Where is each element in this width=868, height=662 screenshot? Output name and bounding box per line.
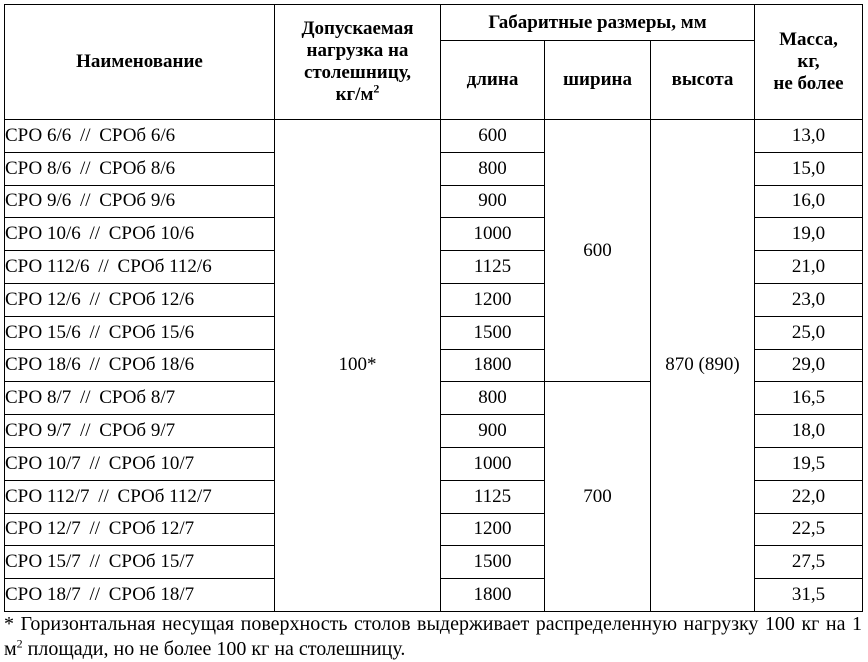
product-code-alt: СРОб 12/7	[108, 518, 195, 540]
product-name-cell	[5, 415, 275, 448]
product-code-alt: СРОб 8/7	[99, 387, 176, 409]
mass-cell: 27,5	[755, 546, 863, 579]
product-name-cell	[5, 283, 275, 316]
separator: //	[79, 124, 91, 146]
mass-cell: 19,0	[755, 218, 863, 251]
separator: //	[79, 157, 91, 179]
mass-cell: 23,0	[755, 283, 863, 316]
header-height: высота	[651, 41, 755, 120]
product-code-alt: СРОб 10/7	[108, 452, 195, 474]
product-name-cell	[5, 579, 275, 612]
product-name-cell	[5, 251, 275, 284]
footnote: * Горизонтальная несущая поверхность столов выдерживает распределенную нагрузку 100 кг на 1 $м^2$ площади, но не более 100 кг на столешницу.	[4, 613, 862, 660]
product-code: СРО 9/6	[5, 190, 72, 212]
product-code: СРО 112/7	[5, 485, 90, 507]
product-code-alt: СРОб 8/6	[99, 157, 176, 179]
separator: //	[79, 387, 91, 409]
product-code-alt: СРОб 112/7	[117, 485, 212, 507]
mass-cell: 22,5	[755, 513, 863, 546]
length-cell: 800	[441, 382, 545, 415]
product-name-cell	[5, 152, 275, 185]
mass-cell: 31,5	[755, 579, 863, 612]
product-code-alt: СРОб 15/6	[108, 321, 195, 343]
product-code-alt: СРОб 15/7	[108, 551, 195, 573]
length-cell: 1000	[441, 218, 545, 251]
mass-cell: 13,0	[755, 120, 863, 153]
product-name-cell	[5, 546, 275, 579]
product-name-cell	[5, 480, 275, 513]
product-code: СРО 18/7	[5, 584, 81, 606]
separator: //	[89, 551, 101, 573]
product-code: СРО 18/6	[5, 354, 81, 376]
product-name-cell	[5, 382, 275, 415]
length-cell: 600	[441, 120, 545, 153]
product-code: СРО 15/7	[5, 551, 81, 573]
mass-cell: 22,0	[755, 480, 863, 513]
mass-cell: 25,0	[755, 316, 863, 349]
width-cell: 600	[545, 120, 651, 382]
header-length: длина	[441, 41, 545, 120]
product-code-alt: СРОб 18/7	[108, 584, 195, 606]
header-load: Допускаемая нагрузка на столешницу, $кг/м^2$	[275, 5, 441, 120]
separator: //	[89, 518, 101, 540]
header-mass: Масса, кг, не более	[755, 5, 863, 120]
product-name-cell	[5, 349, 275, 382]
length-cell: 1200	[441, 283, 545, 316]
product-name-cell	[5, 185, 275, 218]
product-name-cell	[5, 316, 275, 349]
product-code: СРО 9/7	[5, 420, 72, 442]
width-cell: 700	[545, 382, 651, 612]
separator: //	[79, 190, 91, 212]
separator: //	[89, 452, 101, 474]
product-code-alt: СРОб 10/6	[108, 223, 195, 245]
product-name-cell	[5, 513, 275, 546]
product-code: СРО 8/6	[5, 157, 72, 179]
mass-cell: 18,0	[755, 415, 863, 448]
product-code-alt: СРОб 9/6	[99, 190, 176, 212]
table-body	[5, 120, 863, 612]
separator: //	[79, 420, 91, 442]
separator: //	[89, 321, 101, 343]
length-cell: 1125	[441, 480, 545, 513]
length-cell: 1800	[441, 579, 545, 612]
length-cell: 1500	[441, 316, 545, 349]
product-code: СРО 10/6	[5, 223, 81, 245]
mass-cell: 16,0	[755, 185, 863, 218]
product-code: СРО 112/6	[5, 256, 90, 278]
mass-cell: 19,5	[755, 447, 863, 480]
length-cell: 1500	[441, 546, 545, 579]
table-header	[5, 5, 863, 120]
product-name-cell	[5, 120, 275, 153]
load-cell: 100*	[275, 120, 441, 612]
header-width: ширина	[545, 41, 651, 120]
mass-cell: 29,0	[755, 349, 863, 382]
separator: //	[98, 485, 109, 507]
product-code-alt: СРОб 12/6	[108, 288, 195, 310]
product-code: СРО 12/6	[5, 288, 81, 310]
height-cell: 870 (890)	[651, 120, 755, 612]
separator: //	[89, 223, 101, 245]
header-dimensions: Габаритные размеры, мм	[441, 5, 755, 41]
product-code-alt: СРОб 6/6	[99, 124, 176, 146]
specification-table	[4, 4, 863, 612]
header-name: Наименование	[5, 5, 275, 120]
separator: //	[89, 288, 101, 310]
product-code: СРО 10/7	[5, 452, 81, 474]
product-code: СРО 15/6	[5, 321, 81, 343]
mass-cell: 15,0	[755, 152, 863, 185]
separator: //	[89, 354, 101, 376]
product-code-alt: СРОб 112/6	[117, 256, 212, 278]
length-cell: 1800	[441, 349, 545, 382]
length-cell: 1200	[441, 513, 545, 546]
length-cell: 1000	[441, 447, 545, 480]
mass-cell: 21,0	[755, 251, 863, 284]
product-code-alt: СРОб 18/6	[108, 354, 195, 376]
product-name-cell	[5, 447, 275, 480]
product-code: СРО 6/6	[5, 124, 72, 146]
length-cell: 1125	[441, 251, 545, 284]
length-cell: 900	[441, 415, 545, 448]
table-row	[5, 120, 863, 153]
product-code: СРО 12/7	[5, 518, 81, 540]
mass-cell: 16,5	[755, 382, 863, 415]
length-cell: 900	[441, 185, 545, 218]
length-cell: 800	[441, 152, 545, 185]
product-code-alt: СРОб 9/7	[99, 420, 176, 442]
product-name-cell	[5, 218, 275, 251]
separator: //	[89, 584, 101, 606]
separator: //	[98, 256, 109, 278]
product-code: СРО 8/7	[5, 387, 72, 409]
